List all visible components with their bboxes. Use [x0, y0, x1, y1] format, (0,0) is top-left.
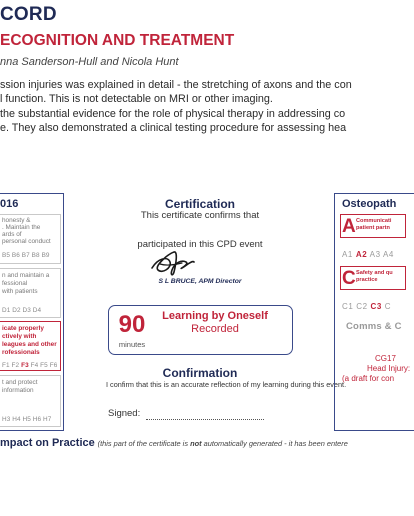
director-signature	[148, 248, 198, 280]
duration-unit: minutes	[118, 340, 146, 349]
standard-f-selected-code: F3	[21, 362, 29, 369]
standard-d-text-1: n and maintain a	[2, 272, 50, 279]
theme-a-text-2: patient partn	[356, 225, 390, 231]
theme-c-text-2: practice	[356, 277, 378, 283]
standard-b-text-3: ards of	[2, 231, 22, 238]
theme-c-selected-code: C3	[370, 302, 382, 311]
standards-title: 016	[0, 198, 19, 210]
guidance-code: CG17	[375, 354, 396, 363]
standard-h-text-1: t and protect	[2, 379, 38, 386]
confirmation-heading: Confirmation	[162, 366, 238, 380]
certification-line-1: This certificate confirms that	[140, 210, 260, 221]
record-title: CORD	[0, 4, 57, 25]
standard-d-codes: D1 D2 D3 D4	[2, 307, 42, 314]
standard-h-text-2: information	[2, 387, 34, 394]
standard-f-text-1: icate properly	[2, 325, 44, 332]
signed-label: Signed:	[108, 408, 141, 419]
standard-d-text-3: with patients	[2, 288, 38, 295]
theme-c-codes: C1 C2 C3 C	[342, 302, 392, 311]
standard-f-text-4: rofessionals	[2, 349, 40, 356]
standard-f-codes: F1 F2 F3 F4 F5 F6	[2, 362, 58, 369]
theme-a-selected-code: A2	[355, 250, 368, 259]
presenters: nna Sanderson-Hull and Nicola Hunt	[0, 56, 179, 68]
event-status: Recorded	[191, 323, 239, 335]
standard-b-text-4: personal conduct	[2, 238, 51, 245]
impact-note: (this part of the certificate is not automatically generated - it has been entere	[97, 439, 348, 448]
theme-c-letter: C	[342, 268, 356, 289]
guidance-line-1: Head Injury:	[367, 364, 411, 373]
comms-label: Comms & C	[346, 321, 402, 332]
summary-line-3: the substantial evidence for the role of physical therapy in addressing co	[0, 108, 346, 120]
certification-line-2: participated in this CPD event	[137, 239, 263, 250]
theme-a-text-1: Communicati	[356, 218, 392, 224]
summary-line-2: l function. This is not detectable on MRI or other imaging.	[0, 93, 273, 105]
summary-line-4: e. They also demonstrated a clinical testing procedure for assessing hea	[0, 122, 347, 134]
impact-heading: mpact on Practice (this part of the certificate is not automatically generated - it has been entere	[0, 437, 348, 449]
standard-d-text-2: fessional	[2, 280, 28, 287]
confirmation-statement: I confirm that this is an accurate reflection of my learning during this event.	[106, 380, 347, 389]
practice-title: Osteopath	[342, 198, 397, 210]
session-title: ECOGNITION AND TREATMENT	[0, 32, 235, 49]
standard-h-codes: H3 H4 H5 H6 H7	[2, 416, 52, 423]
theme-a-codes: A1 A2 A3 A4	[342, 250, 394, 259]
event-type: Learning by Oneself	[162, 310, 268, 322]
certification-heading: Certification	[164, 197, 235, 211]
standard-f-text-2: ctively with	[2, 333, 37, 340]
guidance-line-2: (a draft for con	[342, 374, 395, 383]
duration-value: 90	[118, 311, 146, 338]
standard-b-text-1: honesty &	[2, 217, 31, 224]
summary-line-1: ssion injuries was explained in detail - the stretching of axons and the con	[0, 79, 352, 91]
standard-b-codes: B5 B6 B7 B8 B9	[2, 252, 50, 259]
standard-b-text-2: . Maintain the	[2, 224, 41, 231]
director-name: S L BRUCE, APM Director	[158, 278, 242, 285]
standard-f-text-3: leagues and other	[2, 341, 57, 348]
signature-line[interactable]	[146, 419, 264, 420]
theme-a-letter: A	[342, 216, 356, 237]
theme-c-text-1: Safety and qu	[356, 270, 393, 276]
